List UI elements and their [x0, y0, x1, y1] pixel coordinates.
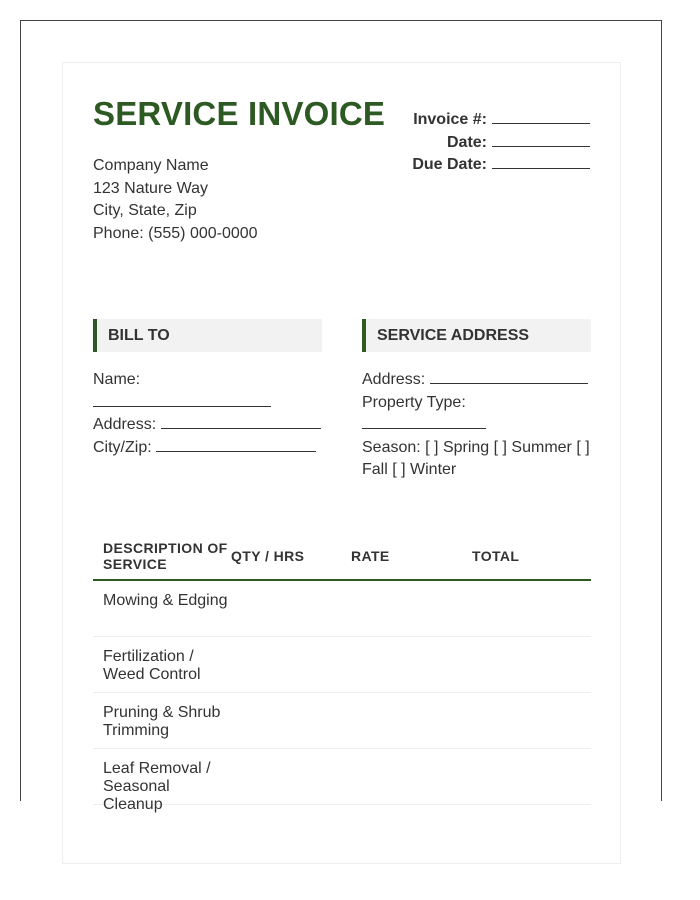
document-frame — [20, 20, 662, 813]
date-label: Date: — [446, 133, 487, 151]
company-name: Company Name — [93, 157, 209, 174]
header-qty: QTY / HRS — [231, 548, 305, 564]
property-type-label: Property Type: — [362, 393, 466, 411]
table-row — [93, 693, 591, 749]
row-description: Fertilization / Weed Control — [103, 648, 201, 683]
company-city: City, State, Zip — [93, 202, 197, 219]
service-address-heading: SERVICE ADDRESS — [362, 319, 591, 352]
row-description: Mowing & Edging — [103, 592, 228, 609]
company-street: 123 Nature Way — [93, 179, 209, 197]
invoice-meta — [412, 109, 590, 177]
invoice-page — [62, 62, 621, 864]
company-phone: Phone: (555) 000-0000 — [93, 224, 258, 242]
season-options[interactable]: Season: [ ] Spring [ ] Summer [ ] Fall [ ] Winter — [362, 438, 590, 478]
service-address-section — [362, 319, 591, 482]
bill-to-address-label: Address: — [93, 416, 157, 433]
table-row — [93, 749, 591, 813]
bill-to-address-blank[interactable] — [161, 415, 321, 429]
row-description: Pruning & Shrub Trimming — [103, 704, 221, 739]
bill-to-name-blank[interactable] — [93, 393, 271, 407]
header-total: TOTAL — [472, 548, 520, 564]
bill-to-section — [93, 319, 322, 459]
company-info — [93, 155, 258, 245]
invoice-title: SERVICE INVOICE — [93, 95, 386, 132]
service-address-label: Address: — [362, 371, 426, 388]
service-address-blank[interactable] — [430, 370, 588, 384]
table-row — [93, 581, 591, 637]
service-address-body — [362, 369, 591, 482]
header-rate: RATE — [351, 548, 390, 564]
invoice-number-label: Invoice #: — [413, 111, 487, 128]
due-date-row — [412, 154, 590, 177]
due-date-label: Due Date: — [412, 156, 487, 173]
date-row — [412, 132, 590, 155]
table-header — [93, 533, 591, 581]
invoice-number-blank[interactable] — [492, 109, 590, 124]
bill-to-name-label: Name: — [93, 371, 141, 388]
due-date-blank[interactable] — [492, 154, 590, 169]
bill-to-cityzip-blank[interactable] — [156, 438, 316, 452]
header-description: DESCRIPTION OF SERVICE — [103, 540, 228, 572]
bill-to-heading: BILL TO — [93, 319, 322, 352]
services-table — [93, 533, 591, 813]
date-blank[interactable] — [492, 132, 590, 147]
bill-to-cityzip-label: City/Zip: — [93, 438, 152, 456]
table-row — [93, 637, 591, 693]
property-type-blank[interactable] — [362, 415, 486, 429]
invoice-number-row — [412, 109, 590, 132]
bill-to-body — [93, 369, 322, 459]
row-description: Leaf Removal / Seasonal Cleanup — [103, 760, 211, 813]
